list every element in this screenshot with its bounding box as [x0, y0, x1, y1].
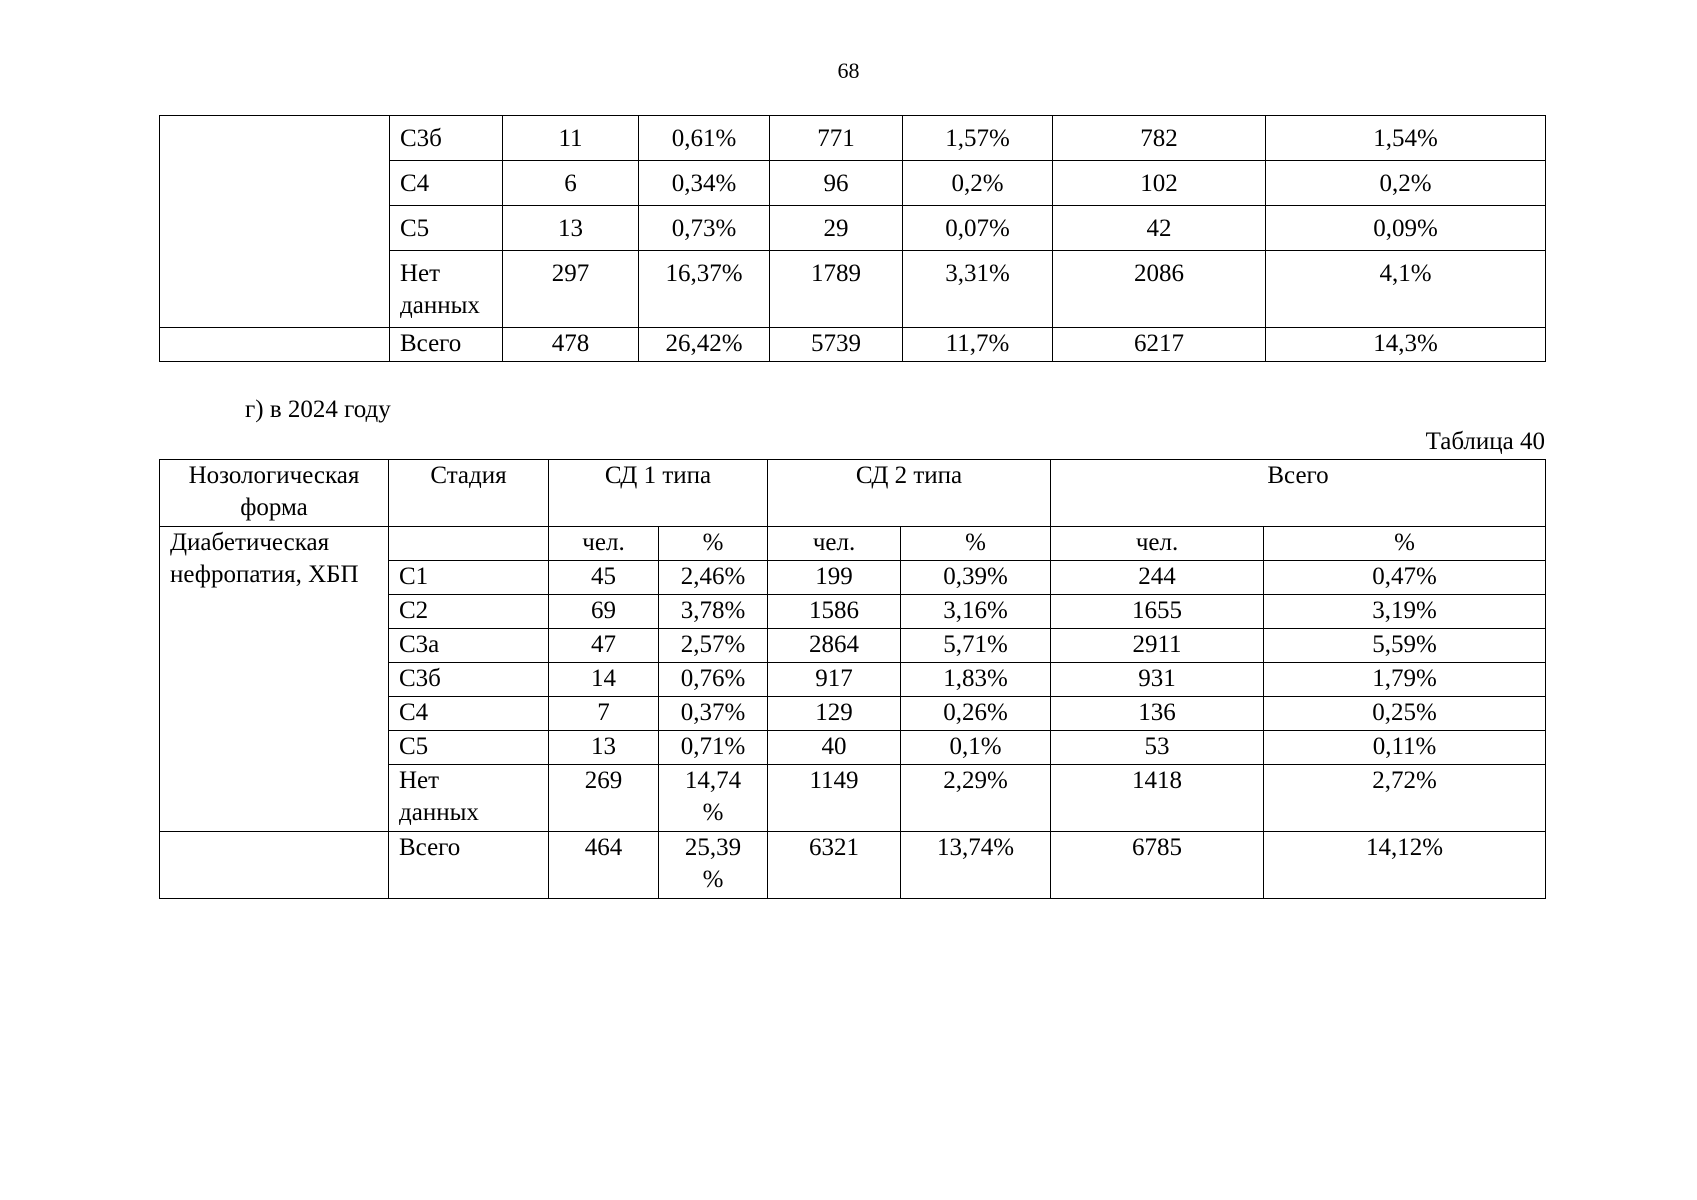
total-count-cell: 1418 [1051, 765, 1264, 832]
subheader-total-pct: % [1264, 527, 1546, 561]
stage-cell: С4 [389, 697, 549, 731]
t2-pct-cell: 0,07% [903, 206, 1053, 251]
form-cell-empty [160, 832, 389, 899]
t1-count-cell: 13 [549, 731, 659, 765]
total-pct-cell: 0,2% [1266, 161, 1546, 206]
subheader-t1-pct: % [659, 527, 768, 561]
t1-count-cell: 11 [503, 116, 639, 161]
subheader-t2-pct: % [901, 527, 1051, 561]
table-row-total [160, 328, 1546, 362]
form-cell-empty [160, 116, 390, 328]
total-count-cell: 102 [1053, 161, 1266, 206]
stage-cell: С2 [389, 595, 549, 629]
t2-count-cell: 40 [768, 731, 901, 765]
total-pct-cell: 2,72% [1264, 765, 1546, 832]
t2-pct-cell: 2,29% [901, 765, 1051, 832]
t2-count-cell: 1789 [770, 251, 903, 328]
t1-count-cell: 7 [549, 697, 659, 731]
stage-cell: Всего [389, 832, 549, 899]
total-pct-cell: 5,59% [1264, 629, 1546, 663]
t1-pct-cell: 0,61% [639, 116, 770, 161]
table-row-total [160, 832, 1546, 899]
t2-count-cell: 1149 [768, 765, 901, 832]
stage-cell: С3б [389, 663, 549, 697]
t2-count-cell: 1586 [768, 595, 901, 629]
total-pct-cell: 14,3% [1266, 328, 1546, 362]
t1-pct-cell: 3,78% [659, 595, 768, 629]
t2-count-cell: 6321 [768, 832, 901, 899]
t2-pct-cell: 1,83% [901, 663, 1051, 697]
t2-count-cell: 199 [768, 561, 901, 595]
t2-count-cell: 29 [770, 206, 903, 251]
t2-pct-cell: 0,1% [901, 731, 1051, 765]
subheader-t2-count: чел. [768, 527, 901, 561]
t1-count-cell: 269 [549, 765, 659, 832]
stage-cell [390, 251, 503, 328]
t1-pct-cell: 2,46% [659, 561, 768, 595]
table-row [160, 116, 1546, 161]
total-count-cell: 53 [1051, 731, 1264, 765]
total-pct-cell: 0,09% [1266, 206, 1546, 251]
total-count-cell: 782 [1053, 116, 1266, 161]
total-count-cell: 931 [1051, 663, 1264, 697]
t1-pct-cell: 26,42% [639, 328, 770, 362]
total-count-cell: 136 [1051, 697, 1264, 731]
stage-cell: С3б [390, 116, 503, 161]
stage-cell: С4 [390, 161, 503, 206]
form-cell: Диабетическая нефропатия, ХБП [160, 527, 389, 832]
t1-pct-cell: 0,37% [659, 697, 768, 731]
subheader-total-count: чел. [1051, 527, 1264, 561]
total-count-cell: 42 [1053, 206, 1266, 251]
stage-cell: Всего [390, 328, 503, 362]
section-title: г) в 2024 году [245, 396, 391, 423]
stage-cell: С3а [389, 629, 549, 663]
total-pct-cell: 4,1% [1266, 251, 1546, 328]
t1-pct-cell: 0,76% [659, 663, 768, 697]
t1-count-cell: 14 [549, 663, 659, 697]
t1-count-cell: 47 [549, 629, 659, 663]
stage-label: Нет данных [399, 767, 479, 826]
form-cell-empty [160, 328, 390, 362]
page-number: 68 [837, 58, 860, 83]
stage-label: Нет данных [400, 260, 480, 319]
stage-cell [389, 765, 549, 832]
t2-pct-cell: 0,2% [903, 161, 1053, 206]
t1-pct-cell: 0,73% [639, 206, 770, 251]
t2-pct-cell: 3,31% [903, 251, 1053, 328]
total-count-cell: 2911 [1051, 629, 1264, 663]
total-count-cell: 244 [1051, 561, 1264, 595]
t2-pct-cell: 3,16% [901, 595, 1051, 629]
total-pct-cell: 0,25% [1264, 697, 1546, 731]
t1-pct-cell [659, 765, 768, 832]
t1-count-cell: 69 [549, 595, 659, 629]
t1-pct-cell [659, 832, 768, 899]
t1-count-cell: 464 [549, 832, 659, 899]
subheader-t1-count: чел. [549, 527, 659, 561]
total-count-cell: 2086 [1053, 251, 1266, 328]
t1-pct-cell: 2,57% [659, 629, 768, 663]
t2-pct-cell: 13,74% [901, 832, 1051, 899]
header-total: Всего [1051, 460, 1546, 527]
total-pct-cell: 3,19% [1264, 595, 1546, 629]
pct-label: 25,39 % [684, 834, 742, 893]
t2-count-cell: 2864 [768, 629, 901, 663]
t2-count-cell: 771 [770, 116, 903, 161]
t2-pct-cell: 0,26% [901, 697, 1051, 731]
total-pct-cell: 1,79% [1264, 663, 1546, 697]
t2-count-cell: 129 [768, 697, 901, 731]
subheader-stage-empty [389, 527, 549, 561]
t2-count-cell: 96 [770, 161, 903, 206]
t1-pct-cell: 16,37% [639, 251, 770, 328]
t2-pct-cell: 11,7% [903, 328, 1053, 362]
total-pct-cell: 14,12% [1264, 832, 1546, 899]
total-pct-cell: 1,54% [1266, 116, 1546, 161]
total-count-cell: 1655 [1051, 595, 1264, 629]
total-pct-cell: 0,11% [1264, 731, 1546, 765]
previous-table-continuation [159, 115, 1546, 362]
t1-count-cell: 45 [549, 561, 659, 595]
t2-pct-cell: 5,71% [901, 629, 1051, 663]
t2-count-cell: 5739 [770, 328, 903, 362]
t1-pct-cell: 0,71% [659, 731, 768, 765]
table-40 [159, 459, 1546, 899]
header-type1: СД 1 типа [549, 460, 768, 527]
header-form: Нозологическая форма [160, 460, 389, 527]
t1-count-cell: 297 [503, 251, 639, 328]
stage-cell: С1 [389, 561, 549, 595]
stage-cell: С5 [389, 731, 549, 765]
table-caption: Таблица 40 [1425, 428, 1545, 455]
t2-pct-cell: 0,39% [901, 561, 1051, 595]
t1-pct-cell: 0,34% [639, 161, 770, 206]
t1-count-cell: 478 [503, 328, 639, 362]
total-count-cell: 6217 [1053, 328, 1266, 362]
pct-label: 14,74 % [684, 767, 742, 826]
table-subheader-row [160, 527, 1546, 561]
t1-count-cell: 13 [503, 206, 639, 251]
header-type2: СД 2 типа [768, 460, 1051, 527]
total-count-cell: 6785 [1051, 832, 1264, 899]
t1-count-cell: 6 [503, 161, 639, 206]
total-pct-cell: 0,47% [1264, 561, 1546, 595]
t2-pct-cell: 1,57% [903, 116, 1053, 161]
t2-count-cell: 917 [768, 663, 901, 697]
stage-cell: С5 [390, 206, 503, 251]
table-header-row [160, 460, 1546, 527]
header-stage: Стадия [389, 460, 549, 527]
